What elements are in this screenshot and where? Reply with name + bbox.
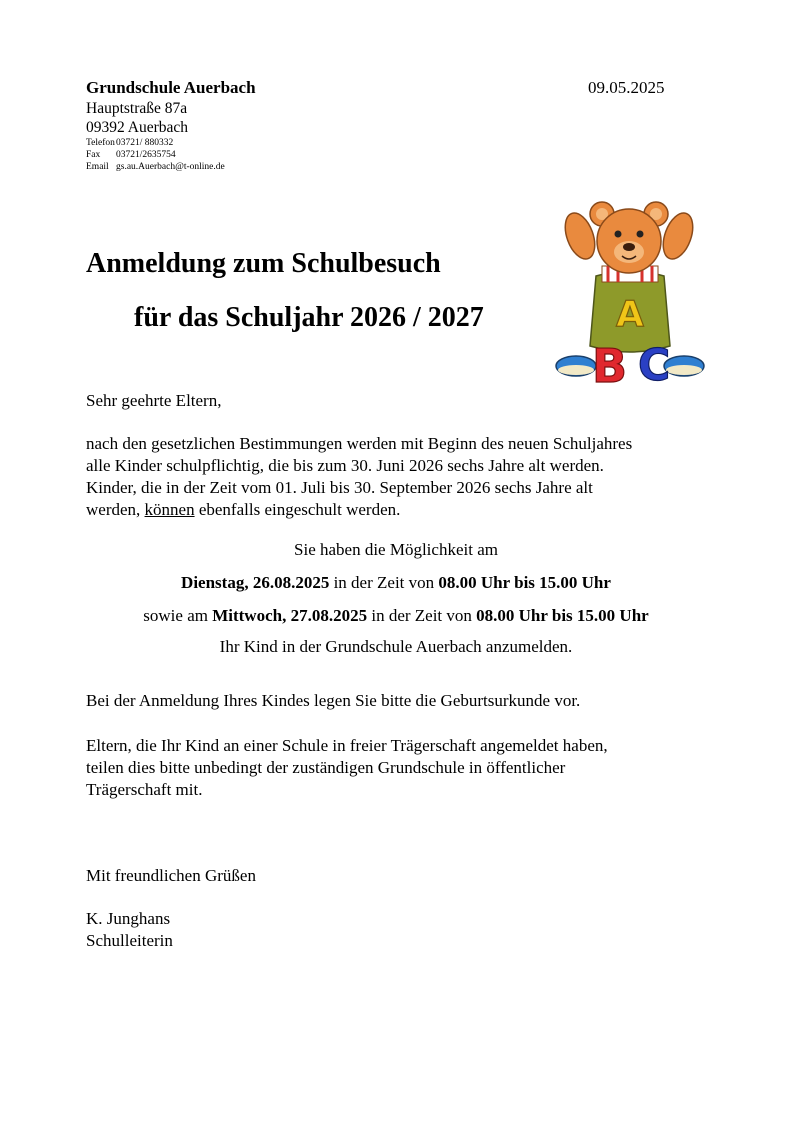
paragraph-line: Trägerschaft mit. xyxy=(86,780,203,799)
text-segment: in der Zeit von xyxy=(367,606,477,625)
phone-line xyxy=(86,138,173,148)
phone-number: 03721/ 880332 xyxy=(116,138,174,148)
title-line-2: für das Schuljahr 2026 / 2027 xyxy=(134,302,484,333)
school-name: Grundschule Auerbach xyxy=(86,78,256,97)
paragraph-line: nach den gesetzlichen Bestimmungen werden mit Beginn des neuen Schuljahres xyxy=(86,434,633,453)
date-wednesday: Mittwoch, 27.08.2025 xyxy=(212,606,368,625)
underlined-word: können xyxy=(144,500,195,519)
letter-date: 09.05.2025 xyxy=(588,78,665,97)
paragraph-line xyxy=(86,499,706,521)
phone-label: Telefon xyxy=(86,138,115,148)
street-address: Hauptstraße 87a xyxy=(86,100,188,117)
fax-number: 03721/2635754 xyxy=(116,150,176,160)
time-range: 08.00 Uhr bis 15.00 Uhr xyxy=(438,573,611,592)
svg-text:B: B xyxy=(592,339,628,390)
city-address: 09392 Auerbach xyxy=(86,119,189,136)
paragraph-line: teilen dies bitte unbedingt der zuständigen Grundschule in öffentlicher xyxy=(86,758,566,777)
text-segment: sowie am xyxy=(143,606,213,625)
salutation: Sehr geehrte Eltern, xyxy=(86,391,222,410)
paragraph-line: Eltern, die Ihr Kind an einer Schule in freier Trägerschaft angemeldet haben, xyxy=(86,736,608,755)
paragraph-line: alle Kinder schulpflichtig, die bis zum 30. Juni 2026 sechs Jahre alt werden. xyxy=(86,456,604,475)
fax-label: Fax xyxy=(86,150,101,160)
registration-outro: Ihr Kind in der Grundschule Auerbach anzumelden. xyxy=(219,637,573,656)
paragraph-school-requirement xyxy=(86,433,706,521)
email-line xyxy=(86,162,225,172)
email-address: gs.au.Auerbach@t-online.de xyxy=(116,162,225,172)
email-label: Email xyxy=(86,162,109,172)
closing: Mit freundlichen Grüßen xyxy=(86,866,256,885)
time-range: 08.00 Uhr bis 15.00 Uhr xyxy=(476,606,649,625)
svg-text:C: C xyxy=(638,340,671,390)
signer-role: Schulleiterin xyxy=(86,931,173,950)
paragraph-line: Kinder, die in der Zeit vom 01. Juli bis 30. September 2026 sechs Jahre alt xyxy=(86,478,593,497)
signer-name: K. Junghans xyxy=(86,909,171,928)
teddy-bear-abc-icon xyxy=(552,196,708,390)
svg-text:A: A xyxy=(616,294,644,335)
text-segment: in der Zeit von xyxy=(329,573,439,592)
registration-date-1 xyxy=(60,573,732,593)
text-segment: werden, xyxy=(86,500,145,519)
title-line-1: Anmeldung zum Schulbesuch xyxy=(86,248,441,279)
date-tuesday: Dienstag, 26.08.2025 xyxy=(181,573,330,592)
paragraph-birth-certificate: Bei der Anmeldung Ihres Kindes legen Sie bitte die Geburtsurkunde vor. xyxy=(86,691,581,710)
paragraph-private-school xyxy=(86,735,706,801)
registration-date-2 xyxy=(60,606,732,626)
text-segment: ebenfalls eingeschult werden. xyxy=(194,500,401,519)
registration-intro: Sie haben die Möglichkeit am xyxy=(294,540,498,559)
fax-line xyxy=(86,150,176,160)
